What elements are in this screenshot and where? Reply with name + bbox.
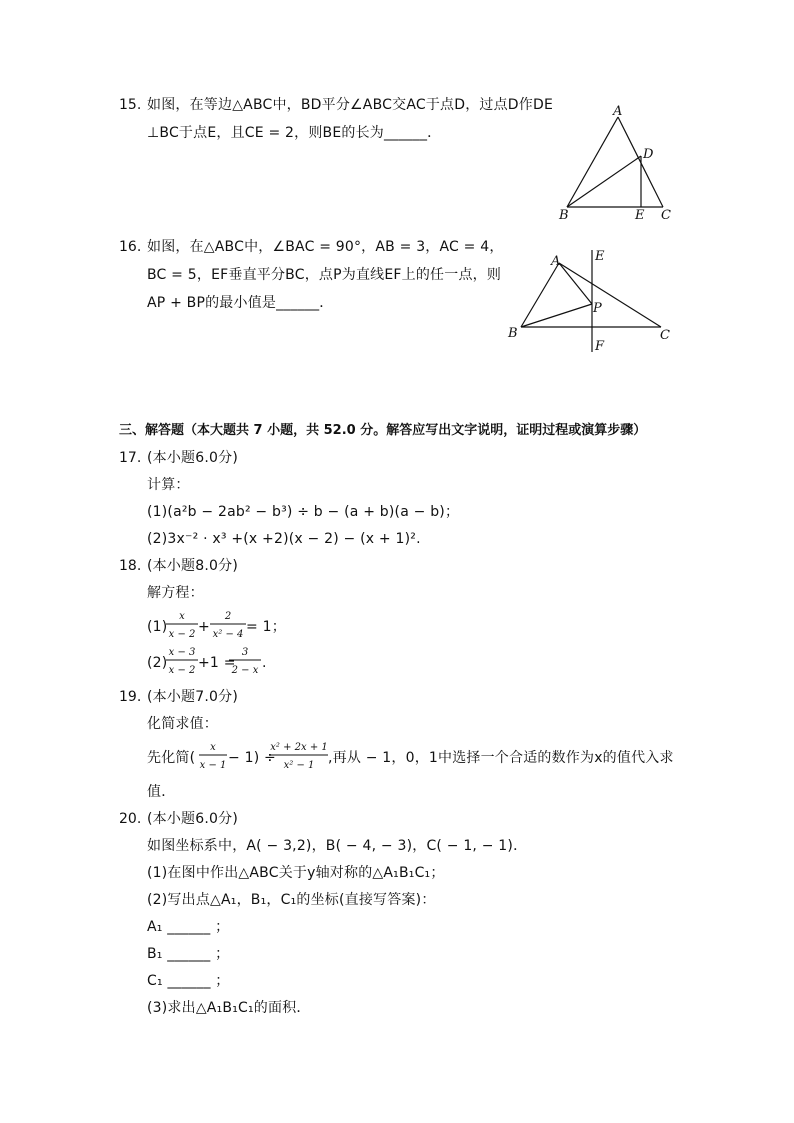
q17-part1: (1)(a²b − 2ab² − b³) ÷ b − (a + b)(a − b)； (147, 504, 460, 520)
q20-answer-b1: B₁ ______ ； (147, 946, 230, 962)
q19-fraction1 (197, 738, 229, 772)
q18-part2-mid: +1 = (198, 655, 236, 671)
q19-text-prefix: 先化简( (147, 750, 196, 766)
q19-fraction2 (268, 738, 330, 772)
q18-part2-fraction2 (227, 643, 263, 677)
q17-part2: (2)3x⁻² · x³ +(x +2)(x − 2) − (x + 1)². (147, 531, 421, 547)
q20-number: 20. (119, 811, 142, 827)
q16-text-line3: AP + BP的最小值是______． (147, 295, 334, 311)
q17-number: 17. (119, 450, 142, 466)
q19-text-mid: − 1) ÷ (228, 750, 276, 766)
q17-score: (本小题6.0分) (147, 450, 238, 466)
q20-answer-c1: C₁ ______ ； (147, 973, 230, 989)
q20-part3: (3)求出△A₁B₁C₁的面积． (147, 1000, 311, 1016)
q18-part2-rest: . (262, 655, 267, 671)
q20-part1: (1)在图中作出△ABC关于y轴对称的△A₁B₁C₁； (147, 865, 445, 881)
q16-number: 16. (119, 239, 142, 255)
q18-p1-f2-denominator: x² − 4 (212, 629, 244, 640)
q19-text-suffix: ,再从 − 1，0，1中选择一个合适的数作为x的值代入求 (328, 750, 674, 766)
q15-label-a: A (613, 104, 623, 119)
q20-part2: (2)写出点△A₁，B₁，C₁的坐标(直接写答案)： (147, 892, 436, 908)
q15-text-line1: 如图，在等边△ABC中，BD平分∠ABC交AC于点D，过点D作DE (147, 97, 554, 113)
q15-text-line2: ⊥BC于点E，且CE = 2，则BE的长为______． (147, 125, 442, 141)
q16-label-f: F (595, 339, 605, 354)
q16-label-c: C (660, 328, 670, 343)
q17-instruction: 计算： (147, 477, 190, 493)
q18-part1-fraction2 (208, 607, 248, 641)
q19-text-line2: 值． (147, 784, 176, 800)
q18-p2-f2-numerator: 3 (241, 647, 249, 658)
q16-label-b: B (508, 326, 518, 341)
q18-p1-f1-numerator: x (179, 611, 185, 622)
q18-score: (本小题8.0分) (147, 558, 238, 574)
q15-label-d: D (643, 147, 654, 162)
q19-f2-denominator: x² − 1 (283, 760, 315, 771)
q18-part1-rest: = 1； (246, 619, 286, 635)
q16-text-line1: 如图，在△ABC中，∠BAC = 90°，AB = 3，AC = 4， (147, 239, 504, 255)
q19-f1-denominator: x − 1 (199, 760, 227, 771)
q19-f1-numerator: x (210, 742, 216, 753)
q16-label-a: A (551, 254, 561, 269)
q18-part2-fraction1 (164, 643, 200, 677)
q16-triangle-figure (500, 244, 680, 358)
q18-instruction: 解方程： (147, 585, 204, 601)
q20-line1: 如图坐标系中，A( − 3,2)，B( − 4, − 3)，C( − 1, − 1)． (147, 838, 528, 854)
q15-label-b: B (559, 208, 569, 223)
q18-part1-plus: + (198, 619, 210, 635)
q16-label-p: P (593, 301, 602, 316)
q19-f2-numerator: x² + 2x + 1 (270, 742, 328, 753)
q15-number: 15. (119, 97, 142, 113)
q18-p2-f1-numerator: x − 3 (168, 647, 196, 658)
q20-score: (本小题6.0分) (147, 811, 238, 827)
q15-triangle-figure (555, 103, 675, 223)
section3-heading: 三、解答题（本大题共 7 小题，共 52.0 分。解答应写出文字说明，证明过程或演算步骤） (119, 423, 647, 438)
q18-part2-prefix: (2) (147, 655, 168, 671)
q15-label-c: C (661, 208, 671, 223)
q16-text-line2: BC = 5，EF垂直平分BC，点P为直线EF上的任一点，则 (147, 267, 502, 283)
q19-number: 19. (119, 689, 142, 705)
q16-label-e: E (595, 249, 605, 264)
q18-p1-f1-denominator: x − 2 (168, 629, 196, 640)
q18-p2-f1-denominator: x − 2 (168, 665, 196, 676)
q19-score: (本小题7.0分) (147, 689, 238, 705)
q18-number: 18. (119, 558, 142, 574)
q18-p1-f2-numerator: 2 (224, 611, 232, 622)
q19-instruction: 化简求值： (147, 716, 218, 732)
q18-part1-fraction1 (164, 607, 200, 641)
q15-label-e: E (635, 208, 645, 223)
q20-answer-a1: A₁ ______ ； (147, 919, 230, 935)
q18-part1-prefix: (1) (147, 619, 168, 635)
q18-p2-f2-denominator: 2 − x (231, 665, 259, 676)
